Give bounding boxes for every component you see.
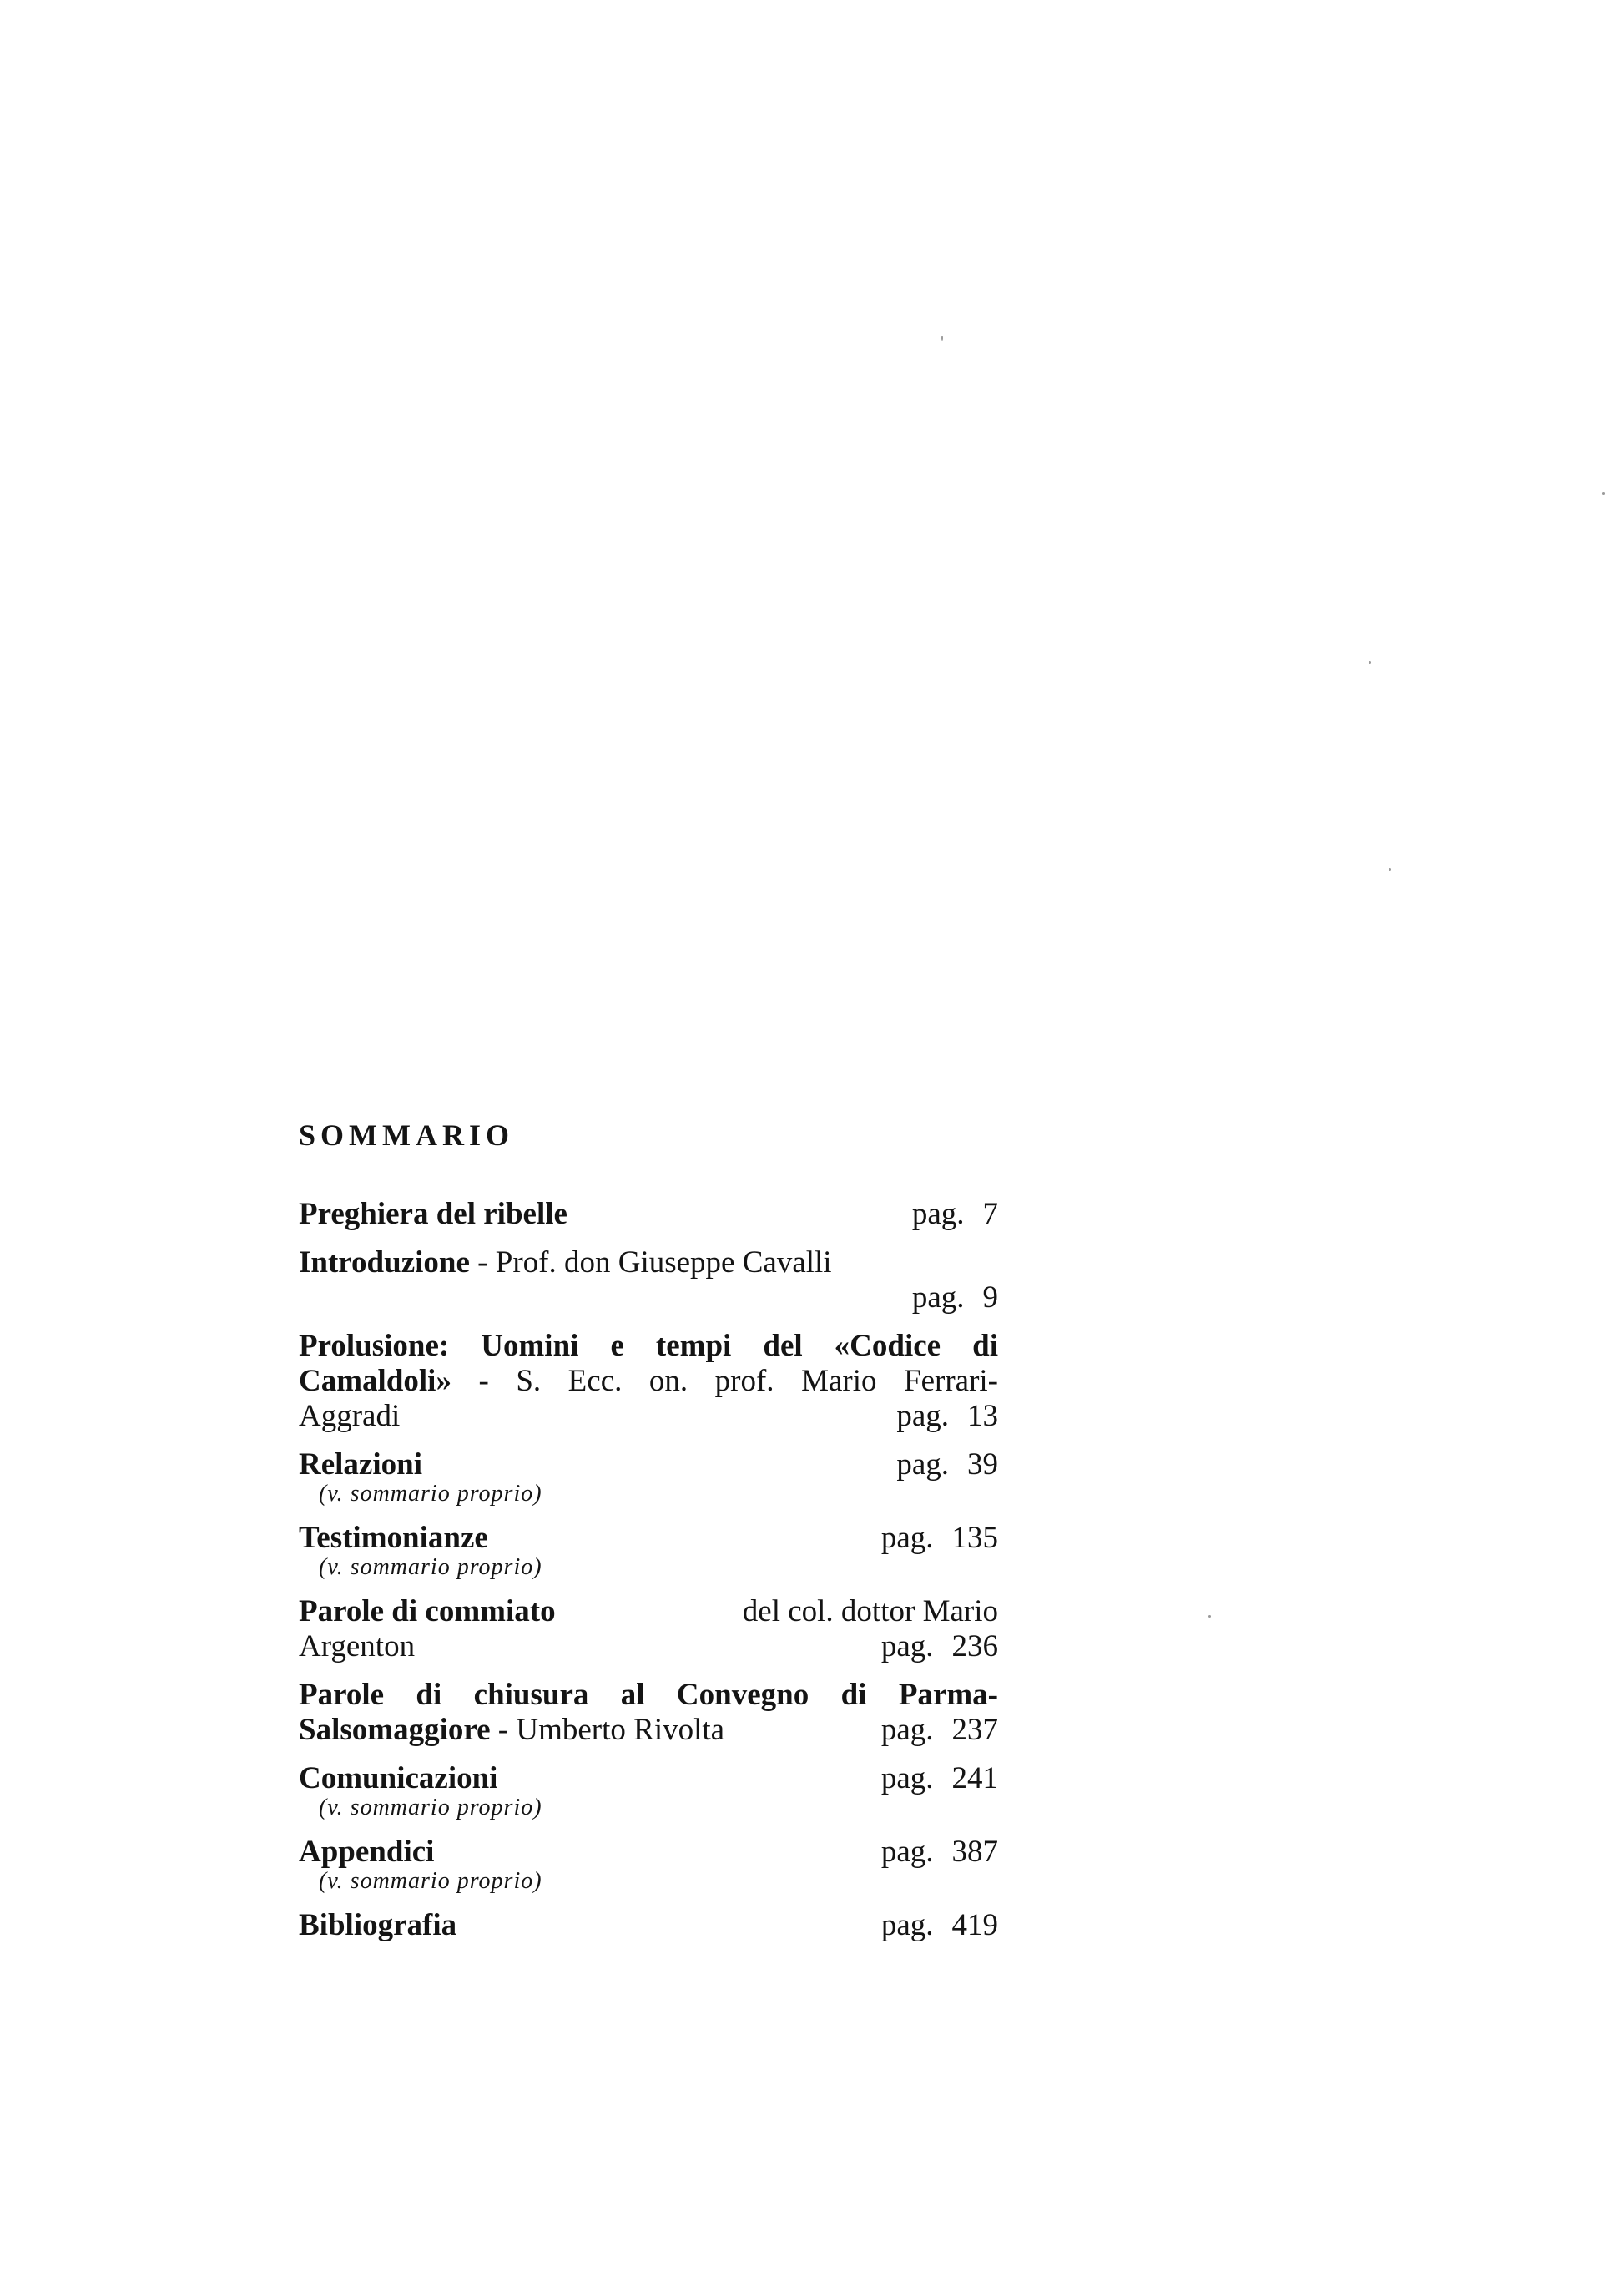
entry-title-line: Parole di chiusura al Convegno di Parma- <box>299 1678 998 1712</box>
entry-note: (v. sommario proprio) <box>319 1481 542 1507</box>
page-reference: pag. 237 <box>880 1713 998 1747</box>
entry-author: Aggradi <box>299 1399 401 1433</box>
entry-author: Prof. don Giuseppe Cavalli <box>495 1245 832 1280</box>
page-reference: pag. 419 <box>880 1908 998 1942</box>
entry-title: Appendici <box>299 1835 435 1869</box>
scan-speck <box>1208 1615 1211 1618</box>
page-number: 7 <box>982 1197 998 1231</box>
page-reference: pag. 7 <box>911 1197 998 1231</box>
entry-title-line: Salsomaggiore - Umberto Rivolta <box>299 1713 725 1747</box>
toc-entry-introduzione <box>299 1245 998 1315</box>
toc-entry-chiusura <box>299 1678 998 1748</box>
toc-entry-relazioni <box>299 1447 998 1507</box>
toc-entry-testimonianze <box>299 1521 998 1581</box>
table-of-contents <box>299 1118 998 1956</box>
page-number: 135 <box>951 1521 998 1555</box>
page-reference: pag. 387 <box>880 1835 998 1869</box>
toc-entry-comunicazioni <box>299 1761 998 1821</box>
entry-title: Comunicazioni <box>299 1761 498 1795</box>
toc-entry-preghiera <box>299 1197 998 1232</box>
entry-title-line: Prolusione: Uomini e tempi del «Codice di <box>299 1329 998 1363</box>
entry-title-line: Camaldoli» - S. Ecc. on. prof. Mario Ferrari- <box>299 1364 998 1398</box>
page-reference: pag. 236 <box>880 1629 998 1664</box>
page-reference: pag. 13 <box>896 1399 998 1433</box>
scan-speck <box>1389 868 1391 871</box>
page-reference: pag. 9 <box>911 1280 998 1315</box>
page-reference: pag. 39 <box>896 1447 998 1482</box>
page-reference: pag. 241 <box>880 1761 998 1795</box>
scan-speck <box>941 336 943 341</box>
page-number: 237 <box>951 1713 998 1747</box>
toc-entry-prolusione <box>299 1329 998 1434</box>
entry-note: (v. sommario proprio) <box>319 1795 542 1820</box>
entry-title: Introduzione - Prof. don Giuseppe Cavalli <box>299 1245 832 1280</box>
entry-title: Testimonianze <box>299 1521 488 1555</box>
toc-entry-appendici <box>299 1835 998 1895</box>
page-number: 241 <box>951 1761 998 1795</box>
scan-speck <box>1602 492 1605 495</box>
entry-title: Bibliografia <box>299 1908 457 1942</box>
page-number: 419 <box>951 1908 998 1942</box>
page-number: 39 <box>967 1447 998 1482</box>
page-number: 9 <box>982 1280 998 1315</box>
toc-entry-commiato <box>299 1594 998 1664</box>
page-reference: pag. 135 <box>880 1521 998 1555</box>
entry-note: (v. sommario proprio) <box>319 1868 542 1894</box>
entry-author: del col. dottor Mario <box>742 1594 998 1628</box>
page-number: 236 <box>951 1629 998 1664</box>
page-number: 387 <box>951 1835 998 1869</box>
entry-title: Relazioni <box>299 1447 422 1482</box>
entry-title: Parole di commiato <box>299 1594 556 1628</box>
scan-speck <box>1369 661 1371 664</box>
toc-title: SOMMARIO <box>299 1118 514 1152</box>
entry-author: Argenton <box>299 1629 416 1664</box>
entry-note: (v. sommario proprio) <box>319 1554 542 1580</box>
toc-entry-bibliografia <box>299 1908 998 1943</box>
page-number: 13 <box>967 1399 998 1433</box>
entry-title: Preghiera del ribelle <box>299 1197 567 1231</box>
